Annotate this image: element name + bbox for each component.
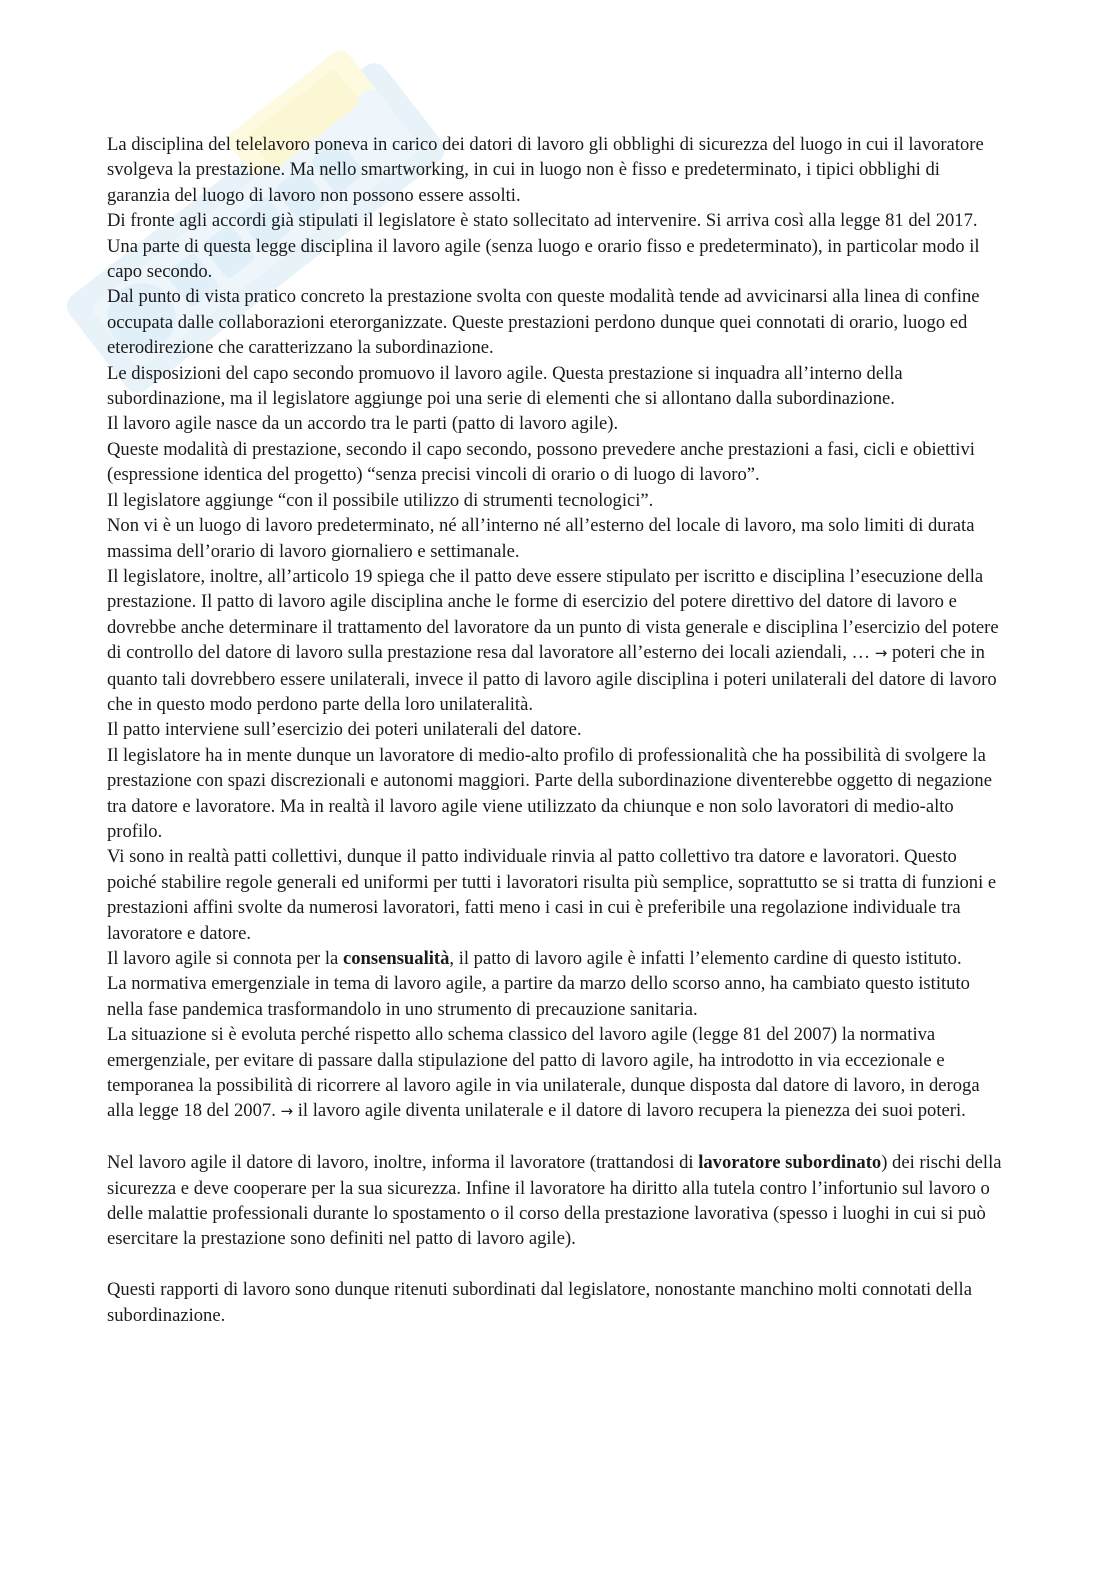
text-segment: Queste modalità di prestazione, secondo il capo secondo, possono prevedere anche prestazioni a fasi, cicli e obiettivi (espressione identica del progetto) “senza precisi vincoli di orario o di luogo di lavoro”. (107, 438, 975, 486)
document-body (107, 132, 1007, 1328)
text-segment: Non vi è un luogo di lavoro predeterminato, né all’interno né all’esterno del locale di lavoro, ma solo limiti di durata massima dell’orario di lavoro giornaliero e settimanale. (107, 515, 975, 562)
paragraph (107, 132, 1007, 208)
text-segment: Il legislatore ha in mente dunque un lavoratore di medio-alto profilo di professionalità che ha possibilità di svolgere la prestazione con spazi discrezionali e autonomi maggiori. Parte della subordinazione diventerebbe oggetto di negazione tra datore e lavoratore. Ma in realtà il lavoro agile viene utilizzato da chiunque e non solo lavoratori di medio-alto profilo. (107, 744, 992, 842)
paragraph-gap (107, 1125, 1007, 1150)
paragraph (107, 971, 1007, 1022)
paragraph (107, 1022, 1007, 1125)
paragraph (107, 361, 1007, 412)
text-segment: La normativa emergenziale in tema di lavoro agile, a partire da marzo dello scorso anno, ha cambiato questo istituto nella fase pandemica trasformandolo in uno strumento di precauzione sanitaria. (107, 973, 970, 1020)
text-segment: Le disposizioni del capo secondo promuovo il lavoro agile. Questa prestazione si inquadra all’interno della subordinazione, ma il legislatore aggiunge poi una serie di elementi che si allontano dalla subordinazione. (107, 362, 903, 410)
paragraph (107, 208, 1007, 284)
bold-term: consensualità (342, 948, 450, 969)
text-segment: , il patto di lavoro agile è infatti l’elemento cardine di questo istituto. (449, 948, 962, 969)
paragraph (107, 284, 1007, 360)
text-segment: poteri che in quanto tali dovrebbero essere unilaterali, invece il patto di lavoro agile disciplina i poteri unilaterali del datore di lavoro che in questo modo perdono parte della loro unilateralità. (107, 642, 997, 715)
text-segment: il lavoro agile diventa unilaterale e il datore di lavoro recupera la pienezza dei suoi poteri. (293, 1100, 966, 1122)
text-segment: La disciplina del telelavoro poneva in carico dei datori di lavoro gli obblighi di sicurezza del luogo in cui il lavoratore svolgeva la prestazione. Ma nello smartworking, in cui in luogo non è fisso e predeterminato, i tipici obblighi di garanzia del luogo di lavoro non possono essere assolti. (107, 134, 984, 206)
paragraph (107, 743, 1007, 845)
text-segment: Questi rapporti di lavoro sono dunque ritenuti subordinati dal legislatore, nonostante manchino molti connotati della subordinazione. (107, 1279, 972, 1326)
paragraph-gap (107, 1252, 1007, 1277)
text-segment: Il patto interviene sull’esercizio dei poteri unilaterali del datore. (107, 719, 582, 741)
paragraph (107, 411, 1007, 436)
paragraph (107, 1150, 1007, 1252)
paragraph (107, 844, 1007, 946)
text-segment: Vi sono in realtà patti collettivi, dunque il patto individuale rinvia al patto collettivo tra datore e lavoratori. Questo poiché stabilire regole generali ed uniformi per tutti i lavoratori risulta più semplice, soprattutto se si tratta di funzioni e prestazioni affini svolte da numerosi lavoratori, fatti meno i casi in cui è preferibile una regolazione individuale tra lavoratore e datore. (107, 846, 997, 944)
text-segment: Il legislatore, inoltre, all’articolo 19 spiega che il patto deve essere stipulato per iscritto e disciplina l’esecuzione della prestazione. Il patto di lavoro agile disciplina anche le forme di esercizio del potere direttivo del datore di lavoro e dovrebbe anche determinare il trattamento del lavoratore da un punto di vista generale e disciplina l’esercizio del potere di controllo del datore di lavoro sulla prestazione resa dal lavoratore all’esterno dei locali aziendali, … (107, 565, 999, 664)
text-segment: Il legislatore aggiunge “con il possibile utilizzo di strumenti tecnologici”. (107, 489, 654, 511)
text-segment: Il lavoro agile nasce da un accordo tra le parti (patto di lavoro agile). (107, 413, 619, 435)
arrow-right-icon: → (280, 1102, 294, 1121)
text-segment: Dal punto di vista pratico concreto la prestazione svolta con queste modalità tende ad avvicinarsi alla linea di confine occupata dalle collaborazioni eterorganizzate. Queste prestazioni perdono dunque quei connotati di orario, luogo ed eterodirezione che caratterizzano la subordinazione. (107, 286, 980, 359)
text-segment: Nel lavoro agile il datore di lavoro, inoltre, informa il lavoratore (trattandosi di (107, 1152, 699, 1174)
paragraph (107, 717, 1007, 742)
text-segment: Di fronte agli accordi già stipulati il legislatore è stato sollecitato ad intervenire. Si arriva così alla legge 81 del 2017. Una parte di questa legge disciplina il lavoro agile (senza luogo e orario fisso e predeterminato), in particolar modo il capo secondo. (107, 210, 980, 283)
arrow-right-icon: → (874, 644, 888, 663)
text-segment: ) dei rischi della sicurezza e deve cooperare per la sua sicurezza. Infine il lavoratore ha diritto alla tutela contro l’infortunio sul lavoro o delle malattie professionali durante lo spostamento o il corso della prestazione lavorativa (spesso i luoghi in cui si può esercitare la prestazione sono definiti nel patto di lavoro agile). (107, 1152, 1002, 1250)
paragraph (107, 437, 1007, 488)
text-segment: La situazione si è evoluta perché rispetto allo schema classico del lavoro agile (legge 81 del 2007) la normativa emergenziale, per evitare di passare dalla stipulazione del patto di lavoro agile, ha introdotto in via eccezionale e temporanea la possibilità di ricorrere al lavoro agile in via unilaterale, dunque disposta dal datore di lavoro, in deroga alla legge 18 del 2007. (107, 1024, 980, 1122)
paragraph (107, 946, 1007, 971)
paragraph (107, 1277, 1007, 1328)
bold-term: lavoratore subordinato (698, 1152, 882, 1174)
paragraph (107, 564, 1007, 717)
paragraph (107, 513, 1007, 564)
text-segment: Il lavoro agile si connota per la (107, 948, 343, 969)
paragraph (107, 488, 1007, 513)
